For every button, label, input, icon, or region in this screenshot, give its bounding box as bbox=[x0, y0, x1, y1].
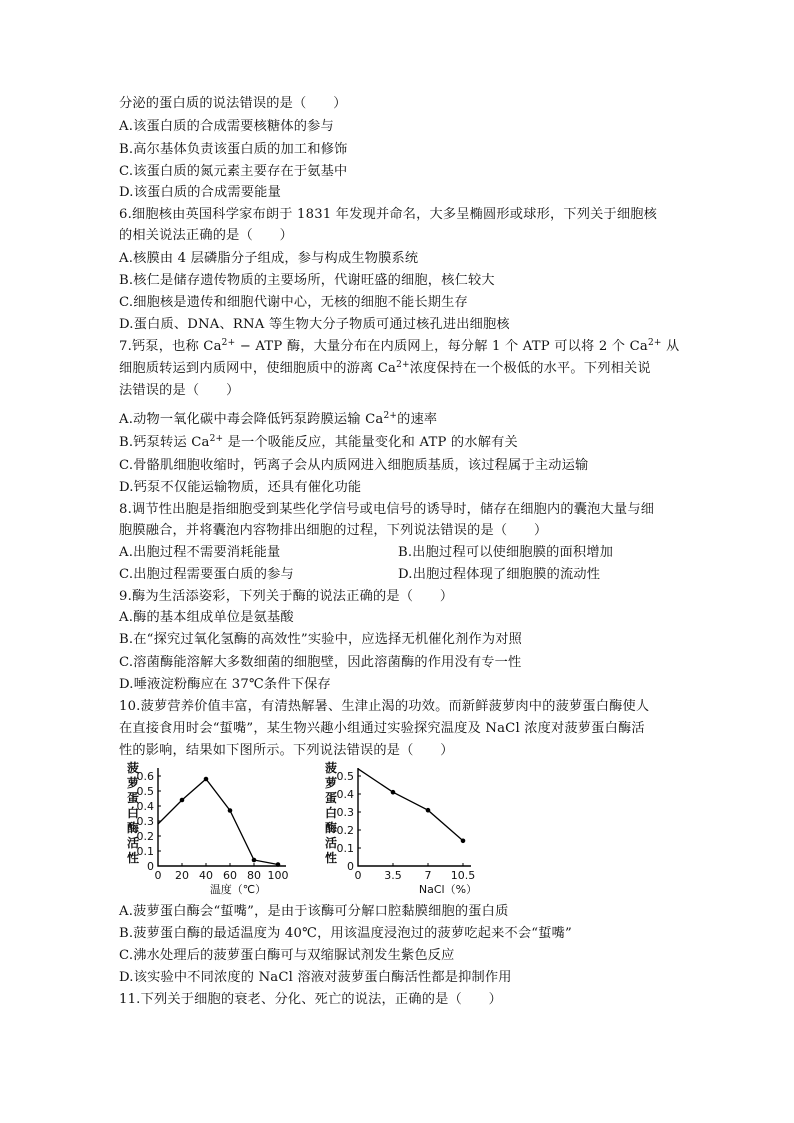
q10-option-b: B.菠萝蛋白酶的最适温度为 40℃，用该温度浸泡过的菠萝吃起来不会“蜇嘴” bbox=[119, 926, 572, 941]
y-axis-label-char: 活 bbox=[324, 836, 338, 850]
y-tick-label: 0 bbox=[347, 860, 354, 873]
y-axis-label-char: 菠 bbox=[126, 761, 140, 775]
data-point bbox=[391, 790, 396, 795]
x-tick-label: 10.5 bbox=[450, 869, 476, 882]
q7-option-b: B.钙泵转运 $Ca^{2+}$ 是一个吸能反应，其能量变化和 ATP 的水解有关 bbox=[119, 434, 518, 450]
axes bbox=[158, 768, 286, 866]
text-line: D.该蛋白质的合成需要能量 bbox=[119, 185, 281, 200]
data-point bbox=[276, 862, 281, 867]
data-point bbox=[228, 808, 233, 813]
q10-line-2: 在直接食用时会“蜇嘴”，某生物兴趣小组通过实验探究温度及 NaCl 浓度对菠萝蛋白酶活 bbox=[119, 721, 645, 736]
q9-line-1: 9.酶为生活添姿彩，下列关于酶的说法正确的是（ ） bbox=[119, 589, 454, 604]
q9-option-c: C.溶菌酶能溶解大多数细菌的细胞壁，因此溶菌酶的作用没有专一性 bbox=[119, 655, 522, 670]
x-tick-label: 0 bbox=[354, 869, 362, 882]
q8-option-b: B.出胞过程可以使细胞膜的面积增加 bbox=[398, 545, 614, 560]
q7-line-2: 细胞质转运到内质网中，使细胞质中的游离 $Ca^{2+}$浓度保持在一个极低的水平。下列相关说 bbox=[119, 360, 651, 376]
text-line: 的相关说法正确的是（ ） bbox=[119, 228, 294, 243]
text-line: B.核仁是储存遗传物质的主要场所，代谢旺盛的细胞，核仁较大 bbox=[119, 273, 495, 288]
axes bbox=[358, 768, 471, 866]
text-line: D.蛋白质、DNA、RNA 等生物大分子物质可通过核孔进出细胞核 bbox=[119, 317, 510, 332]
q7-line-3: 法错误的是（ ） bbox=[119, 383, 240, 398]
data-point bbox=[461, 839, 466, 844]
data-point bbox=[252, 858, 257, 863]
q8-line-1: 8.调节性出胞是指细胞受到某些化学信号或电信号的诱导时，储存在细胞内的囊泡大量与细 bbox=[119, 502, 655, 517]
y-tick-label: 0.3 bbox=[336, 806, 354, 819]
y-tick-label: 0 bbox=[147, 860, 154, 873]
y-tick-label: 0.1 bbox=[136, 845, 154, 858]
y-axis-label-char: 酶 bbox=[324, 821, 338, 835]
data-point bbox=[180, 798, 185, 803]
q10-option-d: D.该实验中不同浓度的 NaCl 溶液对菠萝蛋白酶活性都是抑制作用 bbox=[119, 970, 512, 985]
temperature-activity-svg bbox=[118, 762, 318, 902]
y-tick-label: 0.2 bbox=[136, 830, 154, 843]
q7-option-d: D.钙泵不仅能运输物质，还具有催化功能 bbox=[119, 480, 362, 495]
x-tick-label: 0 bbox=[154, 869, 162, 882]
y-axis-label-char: 性 bbox=[126, 851, 140, 865]
nacl-activity-chart bbox=[318, 761, 498, 902]
q7-option-a: A.动物一氧化碳中毒会降低钙泵跨膜运输 $Ca^{2+}$的速率 bbox=[119, 411, 438, 427]
text-line: B.高尔基体负责该蛋白质的加工和修饰 bbox=[119, 142, 348, 157]
y-axis-label-char: 白 bbox=[324, 806, 338, 820]
x-tick-label: 40 bbox=[199, 869, 213, 882]
q10-option-c: C.沸水处理后的菠萝蛋白酶可与双缩脲试剂发生紫色反应 bbox=[119, 948, 455, 963]
data-point bbox=[204, 777, 209, 782]
q8-option-a: A.出胞过程不需要消耗能量 bbox=[119, 545, 281, 560]
text-line: 分泌的蛋白质的说法错误的是（ ） bbox=[119, 96, 347, 111]
text-line: A.该蛋白质的合成需要核糖体的参与 bbox=[119, 119, 334, 134]
text-line: C.细胞核是遗传和细胞代谢中心，无核的细胞不能长期生存 bbox=[119, 295, 468, 310]
q10-line-1: 10.菠萝营养价值丰富，有清热解暑、生津止渴的功效。而新鲜菠萝肉中的菠萝蛋白酶使人 bbox=[119, 699, 650, 714]
q9-option-b: B.在“探究过氧化氢酶的高效性”实验中，应选择无机催化剂作为对照 bbox=[119, 632, 523, 647]
q9-option-a: A.酶的基本组成单位是氨基酸 bbox=[119, 610, 294, 625]
q11-line-1: 11.下列关于细胞的衰老、分化、死亡的说法，正确的是（ ） bbox=[119, 992, 503, 1007]
q8-line-2: 胞膜融合，并将囊泡内容物排出细胞的过程，下列说法错误的是（ ） bbox=[119, 523, 548, 538]
y-tick-label: 0.5 bbox=[336, 770, 354, 783]
y-tick-label: 0.3 bbox=[136, 815, 154, 828]
y-tick-label: 0.4 bbox=[136, 800, 154, 813]
x-axis-label: NaCl（%） bbox=[418, 883, 478, 896]
y-axis-label-char: 白 bbox=[126, 806, 140, 820]
text-line: A.核膜由 4 层磷脂分子组成，参与构成生物膜系统 bbox=[119, 251, 419, 266]
q8-option-c: C.出胞过程需要蛋白质的参与 bbox=[119, 567, 294, 582]
y-tick-label: 0.1 bbox=[336, 842, 354, 855]
y-axis-label-char: 蛋 bbox=[126, 791, 140, 805]
q10-option-a: A.菠萝蛋白酶会“蜇嘴”，是由于该酶可分解口腔黏膜细胞的蛋白质 bbox=[119, 904, 509, 919]
series-line bbox=[358, 769, 463, 841]
series-line bbox=[158, 779, 278, 865]
data-point bbox=[426, 808, 431, 813]
temperature-activity-chart bbox=[118, 762, 318, 902]
y-axis-label-char: 萝 bbox=[324, 776, 338, 790]
y-tick-label: 0.5 bbox=[136, 785, 154, 798]
x-tick-label: 80 bbox=[247, 869, 261, 882]
nacl-activity-svg bbox=[318, 761, 498, 902]
x-tick-label: 3.5 bbox=[384, 869, 402, 882]
y-tick-label: 0.2 bbox=[336, 824, 354, 837]
y-axis-label-char: 酶 bbox=[126, 821, 140, 835]
x-tick-label: 60 bbox=[223, 869, 237, 882]
y-axis-label-char: 性 bbox=[324, 851, 338, 865]
text-line: 6.细胞核由英国科学家布朗于 1831 年发现并命名，大多呈椭圆形或球形，下列关于细胞核 bbox=[119, 207, 658, 222]
q7-option-c: C.骨骼肌细胞收缩时，钙离子会从内质网进入细胞质基质，该过程属于主动运输 bbox=[119, 458, 589, 473]
y-axis-label-char: 活 bbox=[126, 836, 140, 850]
y-tick-label: 0.6 bbox=[136, 770, 154, 783]
q7-line-1: 7.钙泵，也称 $Ca^{2+}$ − ATP 酶，大量分布在内质网上，每分解 1 个 ATP 可以将 2 个 $Ca^{2+}$ 从 bbox=[119, 338, 680, 354]
x-tick-label: 20 bbox=[175, 869, 189, 882]
q9-option-d: D.唾液淀粉酶应在 37℃条件下保存 bbox=[119, 677, 331, 692]
y-axis-label-char: 菠 bbox=[324, 761, 338, 775]
q8-option-d: D.出胞过程体现了细胞膜的流动性 bbox=[398, 567, 601, 582]
x-tick-label: 7 bbox=[424, 869, 432, 882]
y-tick-label: 0.4 bbox=[336, 788, 354, 801]
y-axis-label-char: 萝 bbox=[126, 776, 140, 790]
y-axis-label-char: 蛋 bbox=[324, 791, 338, 805]
x-tick-label: 100 bbox=[267, 869, 289, 882]
q10-line-3: 性的影响，结果如下图所示。下列说法错误的是（ ） bbox=[119, 743, 454, 758]
x-axis-label: 温度（℃） bbox=[209, 883, 267, 896]
text-line: C.该蛋白质的氮元素主要存在于氨基中 bbox=[119, 164, 348, 179]
